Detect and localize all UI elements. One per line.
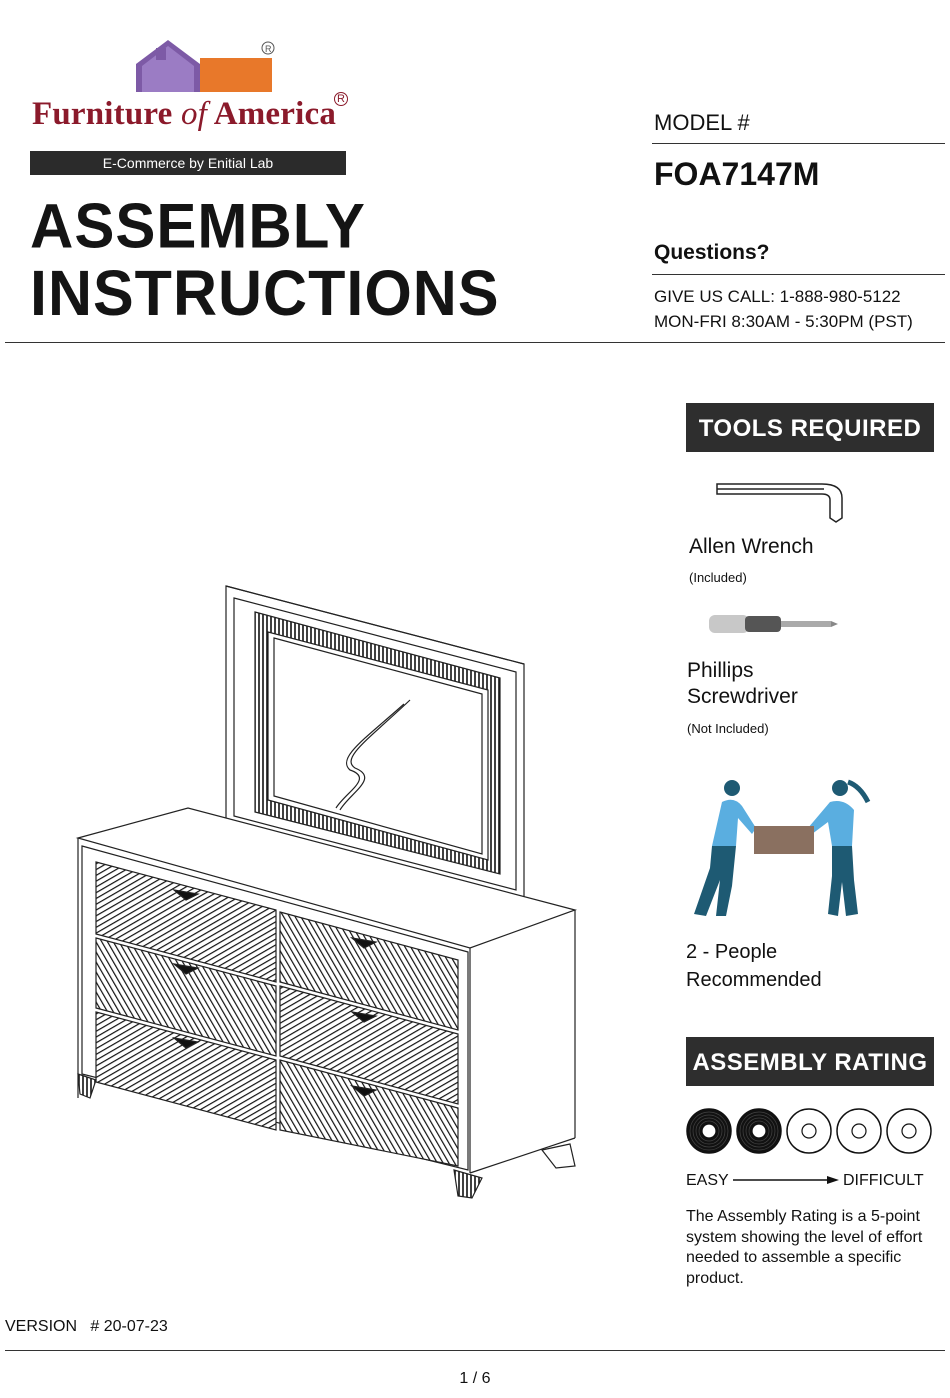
rating-dot-empty (787, 1109, 831, 1153)
registered-mark: R (334, 92, 348, 106)
arrow-right-icon (733, 1173, 841, 1187)
rating-difficult-label: DIFFICULT (843, 1172, 924, 1189)
rating-easy-label: EASY (686, 1172, 729, 1189)
version-label: VERSION # 20-07-23 (5, 1318, 168, 1335)
title-line-1: ASSEMBLY (30, 191, 366, 262)
people-count: 2 - People (686, 941, 778, 963)
people-recommended-label (686, 938, 822, 994)
brand-logo-house-icon (128, 36, 278, 96)
screwdriver-label (687, 658, 887, 710)
model-label: MODEL # (654, 110, 750, 135)
dresser-mirror-illustration (70, 578, 585, 1203)
questions-heading: Questions? (654, 241, 770, 264)
rating-dot-empty (837, 1109, 881, 1153)
screwdriver-label-line-2: Screwdriver (687, 685, 798, 708)
footer-divider (5, 1350, 945, 1351)
model-number: FOA7147M (654, 156, 820, 192)
header-divider (5, 342, 945, 343)
title-line-2: INSTRUCTIONS (30, 257, 500, 329)
rating-dot-filled (687, 1109, 731, 1153)
screwdriver-label-line-1: Phillips (687, 659, 754, 682)
hours-line: MON-FRI 8:30AM - 5:30PM (PST) (654, 312, 913, 331)
rating-dot-filled (737, 1109, 781, 1153)
page-number: 1 / 6 (459, 1370, 491, 1387)
phone-line: GIVE US CALL: 1-888-980-5122 (654, 287, 901, 306)
svg-text:R: R (265, 44, 272, 54)
ecommerce-bar: E-Commerce by Enitial Lab (30, 151, 346, 175)
tools-required-banner: TOOLS REQUIRED (686, 403, 934, 452)
people-recommended: Recommended (686, 969, 822, 991)
two-people-carrying-icon (682, 776, 882, 924)
screwdriver-icon (705, 609, 840, 639)
allen-wrench-note: (Included) (689, 570, 747, 585)
divider (652, 143, 945, 144)
divider (652, 274, 945, 275)
screwdriver-note: (Not Included) (687, 721, 769, 736)
rating-description: The Assembly Rating is a 5-point system showing the level of effort needed to assemble a specific product. (686, 1208, 923, 1287)
assembly-rating-banner: ASSEMBLY RATING (686, 1037, 934, 1086)
allen-wrench-icon (712, 478, 852, 528)
brand-name: Furniture of America (32, 96, 337, 132)
assembly-rating-scale (684, 1106, 936, 1156)
rating-dot-empty (887, 1109, 931, 1153)
allen-wrench-label: Allen Wrench (689, 535, 814, 558)
